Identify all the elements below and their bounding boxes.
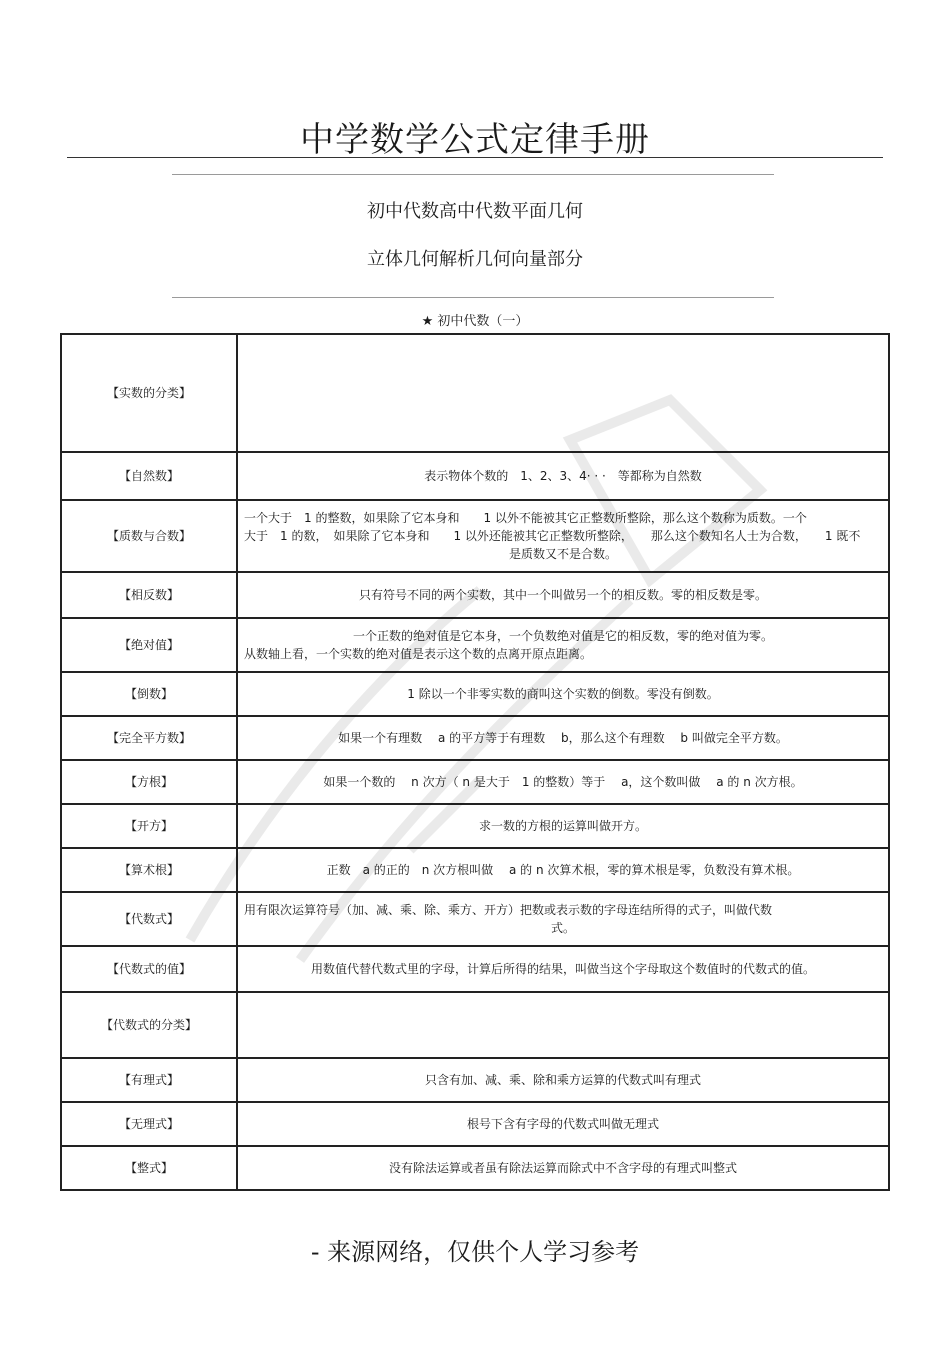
table-row [61,452,889,500]
row-label: 【绝对值】 [61,618,237,672]
table-row [61,1058,889,1102]
subtitle-line-1: 初中代数高中代数平面几何 [367,201,583,222]
row-label: 【自然数】 [61,452,237,500]
row-desc: 根号下含有字母的代数式叫做无理式 [237,1102,889,1146]
row-label: 【代数式的分类】 [61,992,237,1058]
row-desc: 只有符号不同的两个实数，其中一个叫做另一个的相反数。零的相反数是零。 [237,572,889,618]
row-label: 【质数与合数】 [61,500,237,572]
table-row [61,716,889,760]
row-label: 【实数的分类】 [61,334,237,452]
table-row [61,672,889,716]
document-title: 中学数学公式定律手册 [300,120,650,160]
divider-bottom [172,297,774,298]
row-label: 【完全平方数】 [61,716,237,760]
footer-note: - 来源网络，仅供个人学习参考 [310,1238,640,1266]
table-row [61,992,889,1058]
row-desc [237,334,889,452]
table-row [61,618,889,672]
table-row [61,946,889,992]
table-row [61,804,889,848]
row-label: 【倒数】 [61,672,237,716]
table-row [61,334,889,452]
definitions-table-wrap [60,333,890,1191]
row-desc: 没有除法运算或者虽有除法运算而除式中不含字母的有理式叫整式 [237,1146,889,1190]
row-label: 【整式】 [61,1146,237,1190]
desc-line: 是质数又不是合数。 [508,547,617,561]
section-title: ★ 初中代数（一） [421,314,529,329]
row-label: 【代数式的值】 [61,946,237,992]
row-desc: 正数 a 的正的 n 次方根叫做 a 的 n 次算术根，零的算术根是零，负数没有算术根。 [237,848,889,892]
row-desc: 表示物体个数的 1、2、3、4· · · 等都称为自然数 [237,452,889,500]
desc-line: 式。 [550,921,575,935]
row-desc: 求一数的方根的运算叫做开方。 [237,804,889,848]
row-desc: 如果一个数的 n 次方（ n 是大于 1 的整数）等于 a，这个数叫做 a 的 n 次方根。 [237,760,889,804]
row-desc: 1 除以一个非零实数的商叫这个实数的倒数。零没有倒数。 [237,672,889,716]
row-label: 【算术根】 [61,848,237,892]
table-row [61,848,889,892]
row-desc [237,992,889,1058]
desc-line: 从数轴上看，一个实数的绝对值是表示这个数的点离开原点距离。 [244,647,593,661]
table-row [61,760,889,804]
title-rule [67,157,883,158]
row-label: 【代数式】 [61,892,237,946]
row-label: 【方根】 [61,760,237,804]
row-desc [237,618,889,672]
row-desc [237,500,889,572]
subtitle-line-2: 立体几何解析几何向量部分 [367,249,583,270]
row-label: 【开方】 [61,804,237,848]
table-row [61,572,889,618]
definitions-table [60,333,890,1191]
table-row [61,892,889,946]
row-label: 【有理式】 [61,1058,237,1102]
table-row [61,1102,889,1146]
desc-line: 大于 1 的数， 如果除了它本身和 1 以外还能被其它正整数所整除， 那么这个数知名人士为合数， 1 既不 [244,529,861,543]
desc-line: 用有限次运算符号（加、减、乘、除、乘方、开方）把数或表示数的字母连结所得的式子，叫做代数 [244,903,773,917]
table-row [61,500,889,572]
desc-line: 一个大于 1 的整数，如果除了它本身和 1 以外不能被其它正整数所整除，那么这个数称为质数。一个 [244,511,807,525]
row-desc: 如果一个有理数 a 的平方等于有理数 b，那么这个有理数 b 叫做完全平方数。 [237,716,889,760]
row-desc: 只含有加、减、乘、除和乘方运算的代数式叫有理式 [237,1058,889,1102]
row-label: 【相反数】 [61,572,237,618]
table-row [61,1146,889,1190]
row-label: 【无理式】 [61,1102,237,1146]
row-desc: 用数值代替代数式里的字母，计算后所得的结果，叫做当这个字母取这个数值时的代数式的值。 [237,946,889,992]
divider-top [172,174,774,175]
desc-line: 一个正数的绝对值是它本身，一个负数绝对值是它的相反数，零的绝对值为零。 [352,629,773,643]
row-desc [237,892,889,946]
